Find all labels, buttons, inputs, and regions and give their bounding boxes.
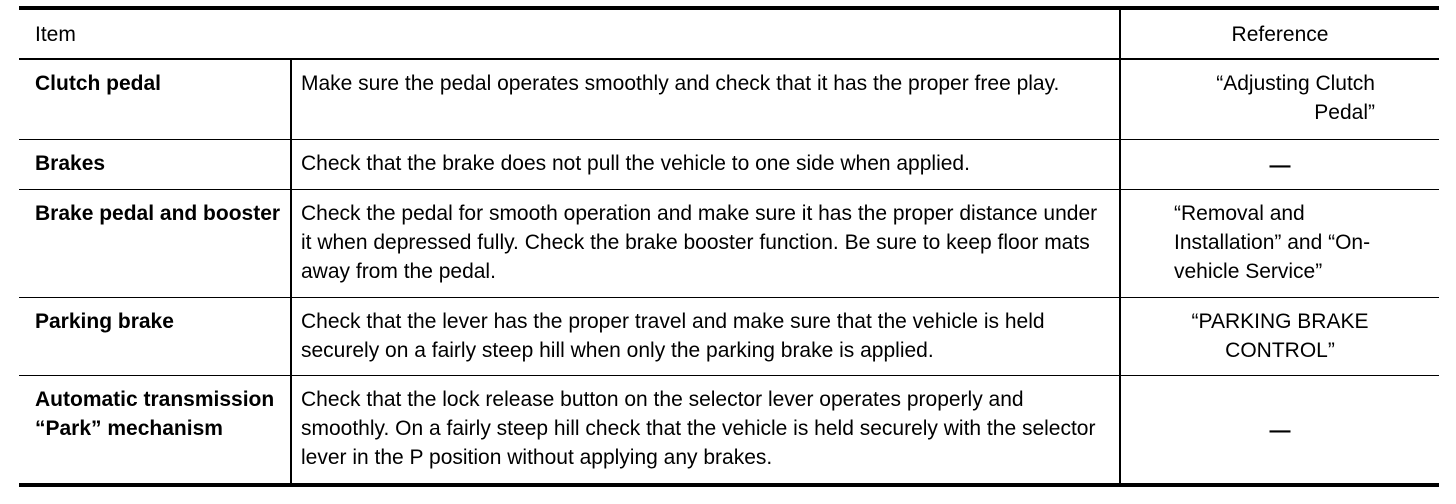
item-cell: Clutch pedal: [19, 59, 291, 139]
reference-cell: —: [1120, 375, 1439, 485]
header-reference: Reference: [1120, 8, 1439, 59]
reference-text: “Removal and Installation” and “On-vehicle Service”: [1174, 201, 1371, 283]
reference-text: “PARKING BRAKE CONTROL”: [1191, 309, 1369, 362]
table-row-brake-pedal-booster: [19, 189, 1439, 297]
table-row-brakes: [19, 139, 1439, 189]
reference-cell: —: [1120, 139, 1439, 189]
header-item: Item: [19, 8, 1120, 59]
item-cell: Automatic transmission “Park” mechanism: [19, 375, 291, 485]
reference-cell: [1120, 59, 1439, 139]
reference-cell: [1120, 297, 1439, 375]
item-cell: Brake pedal and booster: [19, 189, 291, 297]
check-cell: Check that the brake does not pull the vehicle to one side when applied.: [291, 139, 1120, 189]
reference-cell: [1120, 189, 1439, 297]
check-cell: Check that the lock release button on the selector lever operates properly and smoothly. On a fairly steep hill check that the vehicle is held securely with the selector lever in the P position without applying any brakes.: [291, 375, 1120, 485]
item-cell: Brakes: [19, 139, 291, 189]
check-cell: Check the pedal for smooth operation and make sure it has the proper distance under it when depressed fully. Check the brake booster function. Be sure to keep floor mats away from the pedal.: [291, 189, 1120, 297]
table-row-at-park-mechanism: [19, 375, 1439, 485]
check-cell: Make sure the pedal operates smoothly and check that it has the proper free play.: [291, 59, 1120, 139]
table-row-parking-brake: [19, 297, 1439, 375]
table-header-row: [19, 8, 1439, 59]
table-row-clutch-pedal: [19, 59, 1439, 139]
reference-text: “Adjusting Clutch Pedal”: [1216, 72, 1375, 124]
inspection-table-container: [19, 6, 1439, 487]
check-cell: Check that the lever has the proper travel and make sure that the vehicle is held securely on a fairly steep hill when only the parking brake is applied.: [291, 297, 1120, 375]
item-cell: Parking brake: [19, 297, 291, 375]
inspection-table: [19, 6, 1439, 487]
